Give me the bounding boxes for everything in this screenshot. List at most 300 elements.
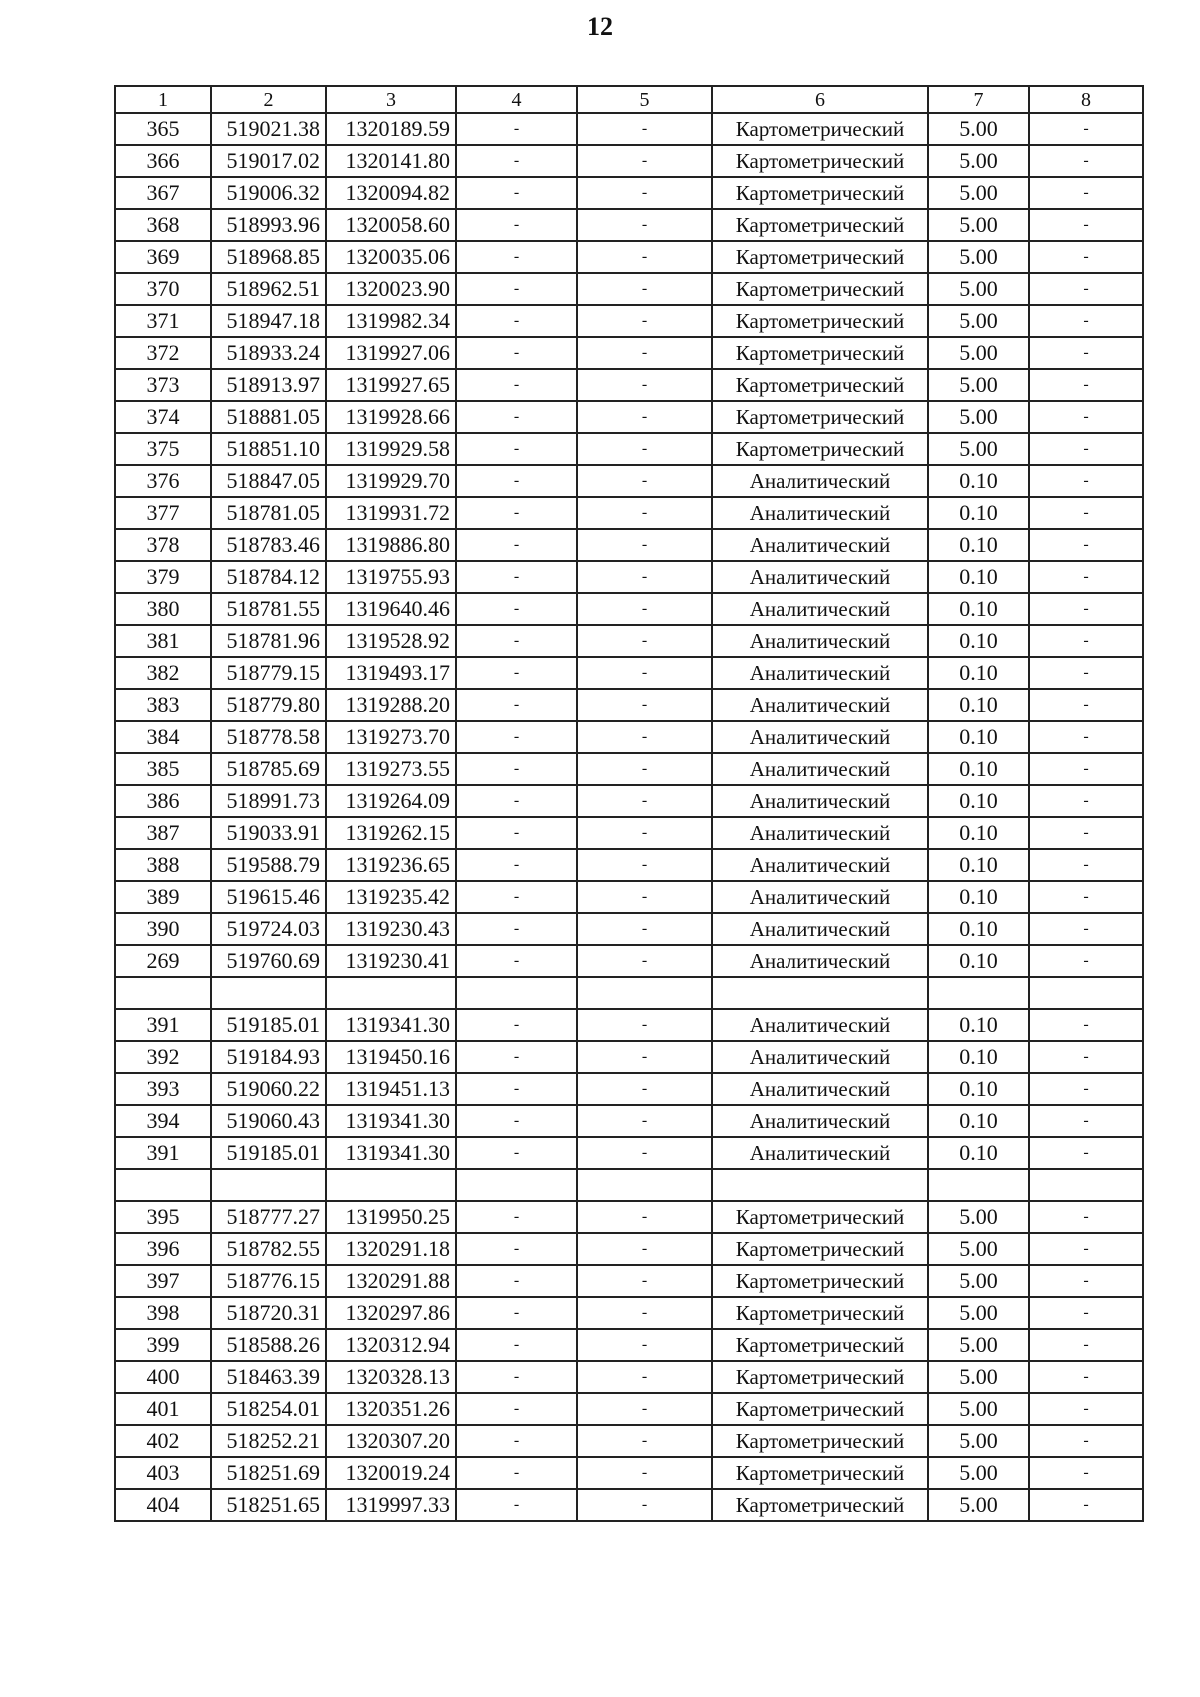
y-coordinate-cell: 1320297.86 bbox=[326, 1297, 456, 1329]
table-row bbox=[115, 1169, 1143, 1201]
column-8-cell: - bbox=[1029, 145, 1143, 177]
column-8-cell: - bbox=[1029, 1041, 1143, 1073]
point-number-cell: 386 bbox=[115, 785, 211, 817]
method-cell: Аналитический bbox=[712, 721, 928, 753]
method-cell: Картометрический bbox=[712, 1457, 928, 1489]
column-4-cell: - bbox=[456, 497, 577, 529]
method-cell: Картометрический bbox=[712, 1233, 928, 1265]
x-coordinate-cell: 519588.79 bbox=[211, 849, 326, 881]
x-coordinate-cell: 518782.55 bbox=[211, 1233, 326, 1265]
method-cell: Аналитический bbox=[712, 561, 928, 593]
accuracy-cell: 5.00 bbox=[928, 209, 1029, 241]
method-cell: Картометрический bbox=[712, 1265, 928, 1297]
accuracy-cell: 0.10 bbox=[928, 657, 1029, 689]
column-5-cell: - bbox=[577, 145, 712, 177]
method-cell: Картометрический bbox=[712, 145, 928, 177]
column-8-cell: - bbox=[1029, 913, 1143, 945]
column-8-cell: - bbox=[1029, 401, 1143, 433]
column-5-cell: - bbox=[577, 1233, 712, 1265]
column-8-cell: - bbox=[1029, 465, 1143, 497]
column-8-cell: - bbox=[1029, 849, 1143, 881]
accuracy-cell: 0.10 bbox=[928, 913, 1029, 945]
accuracy-cell: 5.00 bbox=[928, 1201, 1029, 1233]
accuracy-cell: 5.00 bbox=[928, 145, 1029, 177]
column-8-cell: - bbox=[1029, 945, 1143, 977]
table-row bbox=[115, 1201, 1143, 1233]
accuracy-cell: 5.00 bbox=[928, 1393, 1029, 1425]
accuracy-cell: 0.10 bbox=[928, 1073, 1029, 1105]
point-number-cell: 387 bbox=[115, 817, 211, 849]
table-row bbox=[115, 1105, 1143, 1137]
point-number-cell: 380 bbox=[115, 593, 211, 625]
point-number-cell: 391 bbox=[115, 1009, 211, 1041]
y-coordinate-cell: 1320351.26 bbox=[326, 1393, 456, 1425]
column-5-cell: - bbox=[577, 721, 712, 753]
column-5-cell: - bbox=[577, 657, 712, 689]
column-4-cell: - bbox=[456, 785, 577, 817]
column-5-cell: - bbox=[577, 881, 712, 913]
y-coordinate-cell: 1319997.33 bbox=[326, 1489, 456, 1521]
point-number-cell: 401 bbox=[115, 1393, 211, 1425]
column-4-cell: - bbox=[456, 401, 577, 433]
table-row bbox=[115, 785, 1143, 817]
accuracy-cell: 0.10 bbox=[928, 753, 1029, 785]
column-4-cell: - bbox=[456, 721, 577, 753]
column-4-cell: - bbox=[456, 1105, 577, 1137]
x-coordinate-cell: 518779.80 bbox=[211, 689, 326, 721]
x-coordinate-cell: 518781.55 bbox=[211, 593, 326, 625]
method-cell bbox=[712, 1169, 928, 1201]
x-coordinate-cell: 519760.69 bbox=[211, 945, 326, 977]
method-cell: Картометрический bbox=[712, 1297, 928, 1329]
accuracy-cell: 5.00 bbox=[928, 1233, 1029, 1265]
column-5-cell: - bbox=[577, 241, 712, 273]
column-5-cell: - bbox=[577, 1105, 712, 1137]
y-coordinate-cell: 1319273.55 bbox=[326, 753, 456, 785]
column-5-cell: - bbox=[577, 1457, 712, 1489]
point-number-cell: 365 bbox=[115, 113, 211, 145]
column-8-cell: - bbox=[1029, 1329, 1143, 1361]
column-4-cell: - bbox=[456, 1329, 577, 1361]
y-coordinate-cell: 1320058.60 bbox=[326, 209, 456, 241]
table-row bbox=[115, 241, 1143, 273]
x-coordinate-cell: 518251.69 bbox=[211, 1457, 326, 1489]
table-row bbox=[115, 1329, 1143, 1361]
column-8-cell: - bbox=[1029, 1009, 1143, 1041]
accuracy-cell: 0.10 bbox=[928, 529, 1029, 561]
method-cell: Картометрический bbox=[712, 209, 928, 241]
x-coordinate-cell: 518991.73 bbox=[211, 785, 326, 817]
column-4-cell: - bbox=[456, 529, 577, 561]
column-4-cell: - bbox=[456, 689, 577, 721]
column-5-cell bbox=[577, 1169, 712, 1201]
y-coordinate-cell bbox=[326, 977, 456, 1009]
y-coordinate-cell: 1319982.34 bbox=[326, 305, 456, 337]
column-5-cell bbox=[577, 977, 712, 1009]
accuracy-cell: 0.10 bbox=[928, 1009, 1029, 1041]
column-5-cell: - bbox=[577, 337, 712, 369]
column-4-cell: - bbox=[456, 1393, 577, 1425]
method-cell: Аналитический bbox=[712, 529, 928, 561]
y-coordinate-cell: 1319341.30 bbox=[326, 1105, 456, 1137]
column-5-cell: - bbox=[577, 1137, 712, 1169]
x-coordinate-cell: 519060.43 bbox=[211, 1105, 326, 1137]
accuracy-cell: 5.00 bbox=[928, 337, 1029, 369]
method-cell: Картометрический bbox=[712, 305, 928, 337]
method-cell: Аналитический bbox=[712, 817, 928, 849]
y-coordinate-cell: 1320141.80 bbox=[326, 145, 456, 177]
column-8-cell: - bbox=[1029, 1073, 1143, 1105]
accuracy-cell: 5.00 bbox=[928, 177, 1029, 209]
table-row bbox=[115, 529, 1143, 561]
column-header: 8 bbox=[1029, 86, 1143, 113]
column-5-cell: - bbox=[577, 913, 712, 945]
accuracy-cell bbox=[928, 1169, 1029, 1201]
column-5-cell: - bbox=[577, 433, 712, 465]
y-coordinate-cell: 1320094.82 bbox=[326, 177, 456, 209]
column-5-cell: - bbox=[577, 785, 712, 817]
column-4-cell: - bbox=[456, 177, 577, 209]
column-4-cell: - bbox=[456, 1041, 577, 1073]
point-number-cell: 382 bbox=[115, 657, 211, 689]
x-coordinate-cell: 519724.03 bbox=[211, 913, 326, 945]
page-number: 12 bbox=[587, 12, 613, 41]
accuracy-cell: 5.00 bbox=[928, 401, 1029, 433]
x-coordinate-cell: 518783.46 bbox=[211, 529, 326, 561]
x-coordinate-cell: 518720.31 bbox=[211, 1297, 326, 1329]
table-row bbox=[115, 433, 1143, 465]
column-4-cell: - bbox=[456, 113, 577, 145]
method-cell: Аналитический bbox=[712, 1137, 928, 1169]
y-coordinate-cell: 1319528.92 bbox=[326, 625, 456, 657]
column-8-cell: - bbox=[1029, 657, 1143, 689]
x-coordinate-cell: 518785.69 bbox=[211, 753, 326, 785]
column-8-cell: - bbox=[1029, 1489, 1143, 1521]
column-5-cell: - bbox=[577, 1009, 712, 1041]
column-8-cell: - bbox=[1029, 1233, 1143, 1265]
point-number-cell: 395 bbox=[115, 1201, 211, 1233]
column-4-cell bbox=[456, 1169, 577, 1201]
method-cell: Аналитический bbox=[712, 881, 928, 913]
y-coordinate-cell: 1319886.80 bbox=[326, 529, 456, 561]
column-4-cell: - bbox=[456, 337, 577, 369]
point-number-cell: 394 bbox=[115, 1105, 211, 1137]
x-coordinate-cell bbox=[211, 1169, 326, 1201]
accuracy-cell: 5.00 bbox=[928, 1425, 1029, 1457]
table-row bbox=[115, 721, 1143, 753]
method-cell: Картометрический bbox=[712, 337, 928, 369]
table-row bbox=[115, 145, 1143, 177]
point-number-cell: 367 bbox=[115, 177, 211, 209]
column-8-cell: - bbox=[1029, 625, 1143, 657]
table-row bbox=[115, 1137, 1143, 1169]
column-5-cell: - bbox=[577, 1393, 712, 1425]
accuracy-cell: 5.00 bbox=[928, 1457, 1029, 1489]
column-8-cell: - bbox=[1029, 1393, 1143, 1425]
point-number-cell: 381 bbox=[115, 625, 211, 657]
point-number-cell: 388 bbox=[115, 849, 211, 881]
column-header: 4 bbox=[456, 86, 577, 113]
accuracy-cell: 0.10 bbox=[928, 721, 1029, 753]
column-5-cell: - bbox=[577, 273, 712, 305]
table-row bbox=[115, 625, 1143, 657]
method-cell: Аналитический bbox=[712, 593, 928, 625]
point-number-cell: 368 bbox=[115, 209, 211, 241]
x-coordinate-cell: 518881.05 bbox=[211, 401, 326, 433]
y-coordinate-cell: 1320291.18 bbox=[326, 1233, 456, 1265]
method-cell: Аналитический bbox=[712, 1073, 928, 1105]
y-coordinate-cell: 1320189.59 bbox=[326, 113, 456, 145]
x-coordinate-cell: 518962.51 bbox=[211, 273, 326, 305]
column-5-cell: - bbox=[577, 529, 712, 561]
table-row bbox=[115, 849, 1143, 881]
column-8-cell: - bbox=[1029, 1201, 1143, 1233]
x-coordinate-cell: 518968.85 bbox=[211, 241, 326, 273]
accuracy-cell: 0.10 bbox=[928, 881, 1029, 913]
column-8-cell: - bbox=[1029, 305, 1143, 337]
point-number-cell: 390 bbox=[115, 913, 211, 945]
column-8-cell: - bbox=[1029, 1105, 1143, 1137]
method-cell: Аналитический bbox=[712, 1105, 928, 1137]
column-8-cell: - bbox=[1029, 273, 1143, 305]
column-5-cell: - bbox=[577, 1361, 712, 1393]
y-coordinate-cell: 1320291.88 bbox=[326, 1265, 456, 1297]
column-8-cell: - bbox=[1029, 753, 1143, 785]
column-4-cell: - bbox=[456, 913, 577, 945]
column-4-cell: - bbox=[456, 369, 577, 401]
column-5-cell: - bbox=[577, 945, 712, 977]
table-row bbox=[115, 977, 1143, 1009]
accuracy-cell: 0.10 bbox=[928, 817, 1029, 849]
column-4-cell: - bbox=[456, 593, 577, 625]
table-row bbox=[115, 913, 1143, 945]
y-coordinate-cell: 1319755.93 bbox=[326, 561, 456, 593]
point-number-cell: 403 bbox=[115, 1457, 211, 1489]
accuracy-cell: 5.00 bbox=[928, 305, 1029, 337]
method-cell: Аналитический bbox=[712, 753, 928, 785]
column-8-cell bbox=[1029, 977, 1143, 1009]
column-5-cell: - bbox=[577, 625, 712, 657]
x-coordinate-cell: 519615.46 bbox=[211, 881, 326, 913]
y-coordinate-cell: 1319273.70 bbox=[326, 721, 456, 753]
table-row bbox=[115, 817, 1143, 849]
method-cell: Картометрический bbox=[712, 401, 928, 433]
column-8-cell: - bbox=[1029, 689, 1143, 721]
column-8-cell: - bbox=[1029, 433, 1143, 465]
x-coordinate-cell: 519185.01 bbox=[211, 1137, 326, 1169]
column-header: 1 bbox=[115, 86, 211, 113]
accuracy-cell: 0.10 bbox=[928, 785, 1029, 817]
x-coordinate-cell: 518851.10 bbox=[211, 433, 326, 465]
column-8-cell: - bbox=[1029, 881, 1143, 913]
table-row bbox=[115, 401, 1143, 433]
method-cell: Картометрический bbox=[712, 1489, 928, 1521]
column-8-cell: - bbox=[1029, 1457, 1143, 1489]
accuracy-cell: 0.10 bbox=[928, 689, 1029, 721]
accuracy-cell: 5.00 bbox=[928, 1489, 1029, 1521]
point-number-cell: 373 bbox=[115, 369, 211, 401]
table-body bbox=[115, 113, 1143, 1521]
table-row bbox=[115, 1489, 1143, 1521]
column-4-cell: - bbox=[456, 273, 577, 305]
method-cell: Картометрический bbox=[712, 113, 928, 145]
point-number-cell: 389 bbox=[115, 881, 211, 913]
table-row bbox=[115, 337, 1143, 369]
x-coordinate-cell: 518847.05 bbox=[211, 465, 326, 497]
x-coordinate-cell bbox=[211, 977, 326, 1009]
table-row bbox=[115, 497, 1143, 529]
y-coordinate-cell: 1319235.42 bbox=[326, 881, 456, 913]
column-8-cell: - bbox=[1029, 113, 1143, 145]
column-4-cell: - bbox=[456, 753, 577, 785]
column-5-cell: - bbox=[577, 817, 712, 849]
column-4-cell: - bbox=[456, 241, 577, 273]
column-8-cell: - bbox=[1029, 369, 1143, 401]
point-number-cell: 374 bbox=[115, 401, 211, 433]
column-5-cell: - bbox=[577, 465, 712, 497]
accuracy-cell: 0.10 bbox=[928, 1105, 1029, 1137]
accuracy-cell: 0.10 bbox=[928, 1137, 1029, 1169]
table-row bbox=[115, 1393, 1143, 1425]
x-coordinate-cell: 518254.01 bbox=[211, 1393, 326, 1425]
accuracy-cell: 5.00 bbox=[928, 1329, 1029, 1361]
column-4-cell: - bbox=[456, 849, 577, 881]
column-5-cell: - bbox=[577, 369, 712, 401]
accuracy-cell: 5.00 bbox=[928, 113, 1029, 145]
column-header: 6 bbox=[712, 86, 928, 113]
table-row bbox=[115, 881, 1143, 913]
column-5-cell: - bbox=[577, 113, 712, 145]
accuracy-cell: 5.00 bbox=[928, 433, 1029, 465]
method-cell: Картометрический bbox=[712, 1393, 928, 1425]
column-4-cell: - bbox=[456, 1425, 577, 1457]
column-5-cell: - bbox=[577, 1297, 712, 1329]
accuracy-cell: 0.10 bbox=[928, 465, 1029, 497]
point-number-cell: 378 bbox=[115, 529, 211, 561]
y-coordinate-cell: 1320035.06 bbox=[326, 241, 456, 273]
column-4-cell: - bbox=[456, 1489, 577, 1521]
column-4-cell: - bbox=[456, 1137, 577, 1169]
column-5-cell: - bbox=[577, 177, 712, 209]
table-row bbox=[115, 369, 1143, 401]
column-8-cell bbox=[1029, 1169, 1143, 1201]
point-number-cell: 377 bbox=[115, 497, 211, 529]
method-cell: Картометрический bbox=[712, 1329, 928, 1361]
column-8-cell: - bbox=[1029, 337, 1143, 369]
column-5-cell: - bbox=[577, 849, 712, 881]
accuracy-cell: 0.10 bbox=[928, 1041, 1029, 1073]
column-4-cell: - bbox=[456, 1201, 577, 1233]
column-8-cell: - bbox=[1029, 497, 1143, 529]
method-cell: Картометрический bbox=[712, 273, 928, 305]
point-number-cell: 404 bbox=[115, 1489, 211, 1521]
column-8-cell: - bbox=[1029, 241, 1143, 273]
x-coordinate-cell: 519006.32 bbox=[211, 177, 326, 209]
method-cell: Аналитический bbox=[712, 913, 928, 945]
method-cell: Аналитический bbox=[712, 785, 928, 817]
x-coordinate-cell: 519060.22 bbox=[211, 1073, 326, 1105]
method-cell: Аналитический bbox=[712, 657, 928, 689]
y-coordinate-cell: 1319450.16 bbox=[326, 1041, 456, 1073]
x-coordinate-cell: 518993.96 bbox=[211, 209, 326, 241]
method-cell: Картометрический bbox=[712, 1201, 928, 1233]
x-coordinate-cell: 519017.02 bbox=[211, 145, 326, 177]
column-5-cell: - bbox=[577, 401, 712, 433]
x-coordinate-cell: 518776.15 bbox=[211, 1265, 326, 1297]
column-5-cell: - bbox=[577, 1425, 712, 1457]
method-cell: Аналитический bbox=[712, 849, 928, 881]
table-row bbox=[115, 593, 1143, 625]
method-cell: Аналитический bbox=[712, 1009, 928, 1041]
accuracy-cell: 5.00 bbox=[928, 273, 1029, 305]
y-coordinate-cell: 1319640.46 bbox=[326, 593, 456, 625]
column-8-cell: - bbox=[1029, 209, 1143, 241]
column-4-cell: - bbox=[456, 1361, 577, 1393]
accuracy-cell: 0.10 bbox=[928, 625, 1029, 657]
table-header bbox=[115, 86, 1143, 113]
column-4-cell: - bbox=[456, 1233, 577, 1265]
y-coordinate-cell: 1319236.65 bbox=[326, 849, 456, 881]
method-cell: Картометрический bbox=[712, 369, 928, 401]
table-row bbox=[115, 753, 1143, 785]
column-5-cell: - bbox=[577, 593, 712, 625]
y-coordinate-cell: 1319493.17 bbox=[326, 657, 456, 689]
x-coordinate-cell: 518463.39 bbox=[211, 1361, 326, 1393]
column-4-cell: - bbox=[456, 1297, 577, 1329]
x-coordinate-cell: 519185.01 bbox=[211, 1009, 326, 1041]
y-coordinate-cell: 1320023.90 bbox=[326, 273, 456, 305]
table-row bbox=[115, 1361, 1143, 1393]
accuracy-cell: 5.00 bbox=[928, 1361, 1029, 1393]
x-coordinate-cell: 518777.27 bbox=[211, 1201, 326, 1233]
column-header: 5 bbox=[577, 86, 712, 113]
column-5-cell: - bbox=[577, 1041, 712, 1073]
column-header: 3 bbox=[326, 86, 456, 113]
method-cell: Картометрический bbox=[712, 241, 928, 273]
table-row bbox=[115, 1265, 1143, 1297]
method-cell: Аналитический bbox=[712, 625, 928, 657]
accuracy-cell: 0.10 bbox=[928, 497, 1029, 529]
method-cell: Аналитический bbox=[712, 1041, 928, 1073]
point-number-cell: 384 bbox=[115, 721, 211, 753]
table-row bbox=[115, 1009, 1143, 1041]
column-4-cell: - bbox=[456, 433, 577, 465]
column-4-cell: - bbox=[456, 817, 577, 849]
x-coordinate-cell: 518784.12 bbox=[211, 561, 326, 593]
point-number-cell: 370 bbox=[115, 273, 211, 305]
table-row bbox=[115, 465, 1143, 497]
column-8-cell: - bbox=[1029, 1265, 1143, 1297]
column-8-cell: - bbox=[1029, 177, 1143, 209]
column-4-cell bbox=[456, 977, 577, 1009]
x-coordinate-cell: 518947.18 bbox=[211, 305, 326, 337]
y-coordinate-cell: 1319929.58 bbox=[326, 433, 456, 465]
x-coordinate-cell: 519184.93 bbox=[211, 1041, 326, 1073]
column-4-cell: - bbox=[456, 1073, 577, 1105]
accuracy-cell: 5.00 bbox=[928, 1297, 1029, 1329]
accuracy-cell: 5.00 bbox=[928, 369, 1029, 401]
column-4-cell: - bbox=[456, 657, 577, 689]
column-8-cell: - bbox=[1029, 1425, 1143, 1457]
y-coordinate-cell: 1320328.13 bbox=[326, 1361, 456, 1393]
column-5-cell: - bbox=[577, 1329, 712, 1361]
point-number-cell: 398 bbox=[115, 1297, 211, 1329]
column-5-cell: - bbox=[577, 497, 712, 529]
column-5-cell: - bbox=[577, 561, 712, 593]
column-4-cell: - bbox=[456, 945, 577, 977]
y-coordinate-cell: 1319230.43 bbox=[326, 913, 456, 945]
x-coordinate-cell: 518781.05 bbox=[211, 497, 326, 529]
